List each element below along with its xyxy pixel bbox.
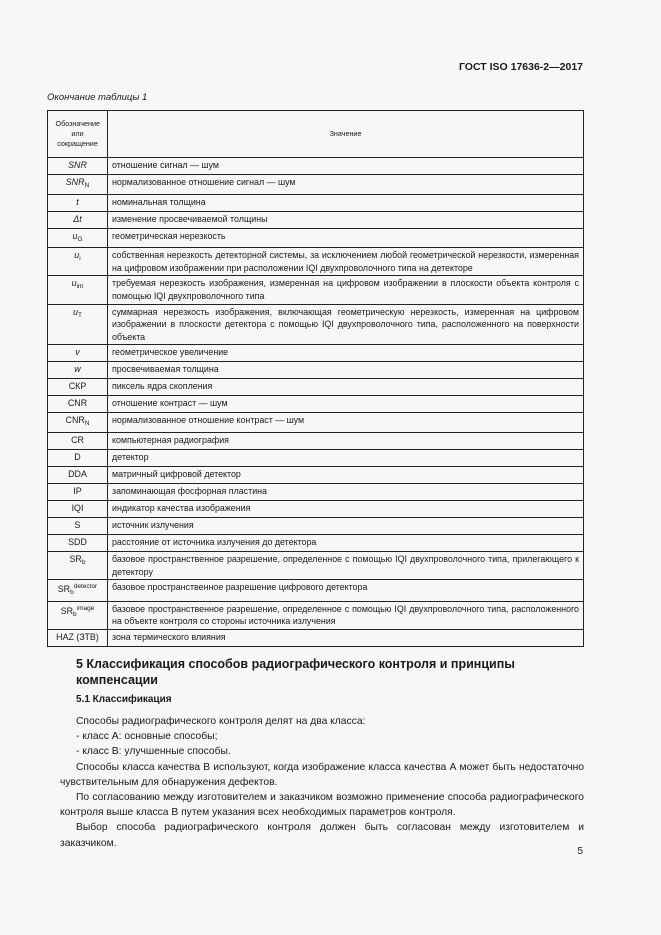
- term-meaning: базовое пространственное разрешение, определенное с помощью IQI двухпроволочного типа, расположенного на объекте контроля со стороны источника излучения: [108, 601, 584, 629]
- symbol-main: SR: [69, 553, 82, 564]
- paragraph: - класс А: основные способы;: [76, 731, 218, 743]
- table-row: [48, 211, 584, 228]
- symbol-main: IP: [73, 485, 82, 496]
- symbol-main: u: [71, 278, 77, 289]
- term-symbol: [48, 466, 108, 483]
- term-meaning: геометрическая нерезкость: [108, 228, 584, 248]
- term-meaning: расстояние от источника излучения до детектора: [108, 534, 584, 551]
- symbol-main: v: [75, 347, 80, 358]
- term-meaning: запоминающая фосфорная пластина: [108, 483, 584, 500]
- table-row: [48, 500, 584, 517]
- symbol-main: DDA: [68, 468, 87, 479]
- symbol-subscript: N: [84, 182, 90, 189]
- header-symbol: [48, 111, 108, 158]
- term-symbol: [48, 396, 108, 413]
- table-row: [48, 551, 584, 579]
- paragraph: По согласованию между изготовителем и заказчиком возможно применение способа радиографического контроля выше класса В путем указания всех необходимых параметров контроля.: [60, 792, 584, 819]
- table-row: [48, 379, 584, 396]
- table-row: [48, 601, 584, 629]
- term-meaning: нормализованное отношение сигнал — шум: [108, 175, 584, 195]
- header-meaning: Значение: [108, 111, 584, 158]
- table-row: [48, 432, 584, 449]
- symbol-superscript: detector: [73, 583, 98, 591]
- section-body: [60, 714, 584, 851]
- symbol-main: SNR: [65, 177, 85, 187]
- table-row: [48, 248, 584, 276]
- table-row: [48, 362, 584, 379]
- terms-table: [47, 110, 584, 647]
- symbol-main: SR: [60, 605, 73, 616]
- term-meaning: суммарная нерезкость изображения, включающая геометрическую нерезкость, измеренная на цифровом изображении в плоскости детектора с помощью IQI двухпроволочного типа, расположенного на поверхности объекта: [108, 304, 584, 345]
- symbol-main: w: [74, 364, 81, 375]
- symbol-subscript: b: [70, 589, 74, 597]
- symbol-main: t: [76, 196, 79, 207]
- term-symbol: [48, 432, 108, 449]
- document-header: ГОСТ ISO 17636-2—2017: [458, 61, 583, 73]
- table-row: [48, 304, 584, 345]
- term-meaning: источник излучения: [108, 517, 584, 534]
- term-symbol: [48, 551, 108, 579]
- term-meaning: требуемая нерезкость изображения, измеренная на цифровом изображении в плоскости объекта контроля с помощью IQI двухпроволочного типа: [108, 276, 584, 304]
- table-row: [48, 466, 584, 483]
- symbol-main: u: [72, 230, 78, 241]
- table-row: [48, 449, 584, 466]
- term-symbol: [48, 228, 108, 248]
- symbol-main: CNR: [65, 415, 85, 426]
- term-symbol: [48, 175, 108, 195]
- section-title: 5 Классификация способов радиографического контроля и принципы компенсации: [76, 657, 515, 687]
- table-row: [48, 413, 584, 433]
- term-meaning: геометрическое увеличение: [108, 345, 584, 362]
- term-symbol: [48, 248, 108, 276]
- subsection-title: 5.1 Классификация: [76, 694, 172, 705]
- symbol-main: CNR: [67, 398, 88, 409]
- term-meaning: зона термического влияния: [108, 629, 584, 646]
- term-symbol: [48, 345, 108, 362]
- symbol-main: SDD: [68, 536, 87, 547]
- table-row: [48, 517, 584, 534]
- term-meaning: нормализованное отношение контраст — шум: [108, 413, 584, 433]
- term-symbol: [48, 158, 108, 175]
- term-symbol: [48, 304, 108, 345]
- table-row: [48, 629, 584, 646]
- term-meaning: отношение контраст — шум: [108, 396, 584, 413]
- term-symbol: [48, 413, 108, 433]
- table-row: [48, 228, 584, 248]
- term-symbol: [48, 379, 108, 396]
- table-row: [48, 534, 584, 551]
- table-row: [48, 483, 584, 500]
- symbol-main: IQI: [71, 502, 84, 513]
- table-row: [48, 158, 584, 175]
- symbol-main: u: [74, 250, 80, 261]
- symbol-main: D: [74, 451, 81, 462]
- term-symbol: [48, 601, 108, 629]
- table-header-row: [48, 111, 584, 158]
- symbol-subscript: G: [77, 235, 83, 243]
- symbol-main: HAZ (ЗТВ): [56, 631, 99, 642]
- term-symbol: [48, 362, 108, 379]
- term-symbol: [48, 194, 108, 211]
- term-symbol: [48, 580, 108, 602]
- page-number: 5: [577, 846, 583, 857]
- table-row: [48, 580, 584, 602]
- symbol-main: Δt: [73, 213, 82, 224]
- symbol-superscript: image: [76, 604, 95, 612]
- term-meaning: собственная нерезкость детекторной системы, за исключением любой геометрической нерезкости, измеренная на цифровом изображении при расположении IQI двухпроволочного типа на детекторе: [108, 248, 584, 276]
- term-symbol: [48, 483, 108, 500]
- symbol-main: SR: [57, 584, 71, 595]
- paragraph: Способы радиографического контроля делят на два класса:: [76, 716, 366, 727]
- header-symbol-text: Обозначение или сокращение: [55, 119, 100, 148]
- paragraph: Выбор способа радиографического контроля должен быть согласован между изготовителем и заказчиком.: [60, 822, 584, 849]
- symbol-subscript: i: [79, 255, 81, 263]
- term-symbol: [48, 276, 108, 304]
- term-symbol: [48, 449, 108, 466]
- term-meaning: базовое пространственное разрешение цифрового детектора: [108, 580, 584, 602]
- term-meaning: отношение сигнал — шум: [108, 158, 584, 175]
- table-row: [48, 175, 584, 195]
- term-symbol: [48, 517, 108, 534]
- symbol-subscript: N: [84, 420, 90, 428]
- term-symbol: [48, 534, 108, 551]
- table-caption: Окончание таблицы 1: [47, 92, 148, 103]
- paragraph: Способы класса качества В используют, когда изображение класса качества А может быть недостаточно чувствительным для обнаружения дефектов.: [60, 761, 584, 788]
- symbol-subscript: b: [73, 610, 77, 618]
- term-meaning: индикатор качества изображения: [108, 500, 584, 517]
- term-meaning: просвечиваемая толщина: [108, 362, 584, 379]
- paragraph: - класс В: улучшенные способы.: [76, 746, 231, 758]
- symbol-main: CR: [71, 434, 84, 445]
- term-meaning: номинальная толщина: [108, 194, 584, 211]
- table-row: [48, 345, 584, 362]
- symbol-subscript: T: [77, 311, 82, 319]
- term-meaning: компьютерная радиография: [108, 432, 584, 449]
- term-meaning: детектор: [108, 449, 584, 466]
- term-meaning: изменение просвечиваемой толщины: [108, 211, 584, 228]
- symbol-subscript: b: [81, 558, 86, 566]
- term-symbol: [48, 629, 108, 646]
- symbol-main: S: [74, 519, 81, 530]
- symbol-subscript: im: [76, 283, 84, 291]
- term-symbol: [48, 500, 108, 517]
- table-row: [48, 276, 584, 304]
- term-meaning: матричный цифровой детектор: [108, 466, 584, 483]
- table-row: [48, 396, 584, 413]
- symbol-main: СКР: [68, 381, 87, 392]
- symbol-main: SNR: [68, 160, 87, 170]
- table-row: [48, 194, 584, 211]
- term-meaning: базовое пространственное разрешение, определенное с помощью IQI двухпроволочного типа, прилегающего к детектору: [108, 551, 584, 579]
- symbol-main: u: [73, 306, 78, 317]
- term-meaning: пиксель ядра скопления: [108, 379, 584, 396]
- term-symbol: [48, 211, 108, 228]
